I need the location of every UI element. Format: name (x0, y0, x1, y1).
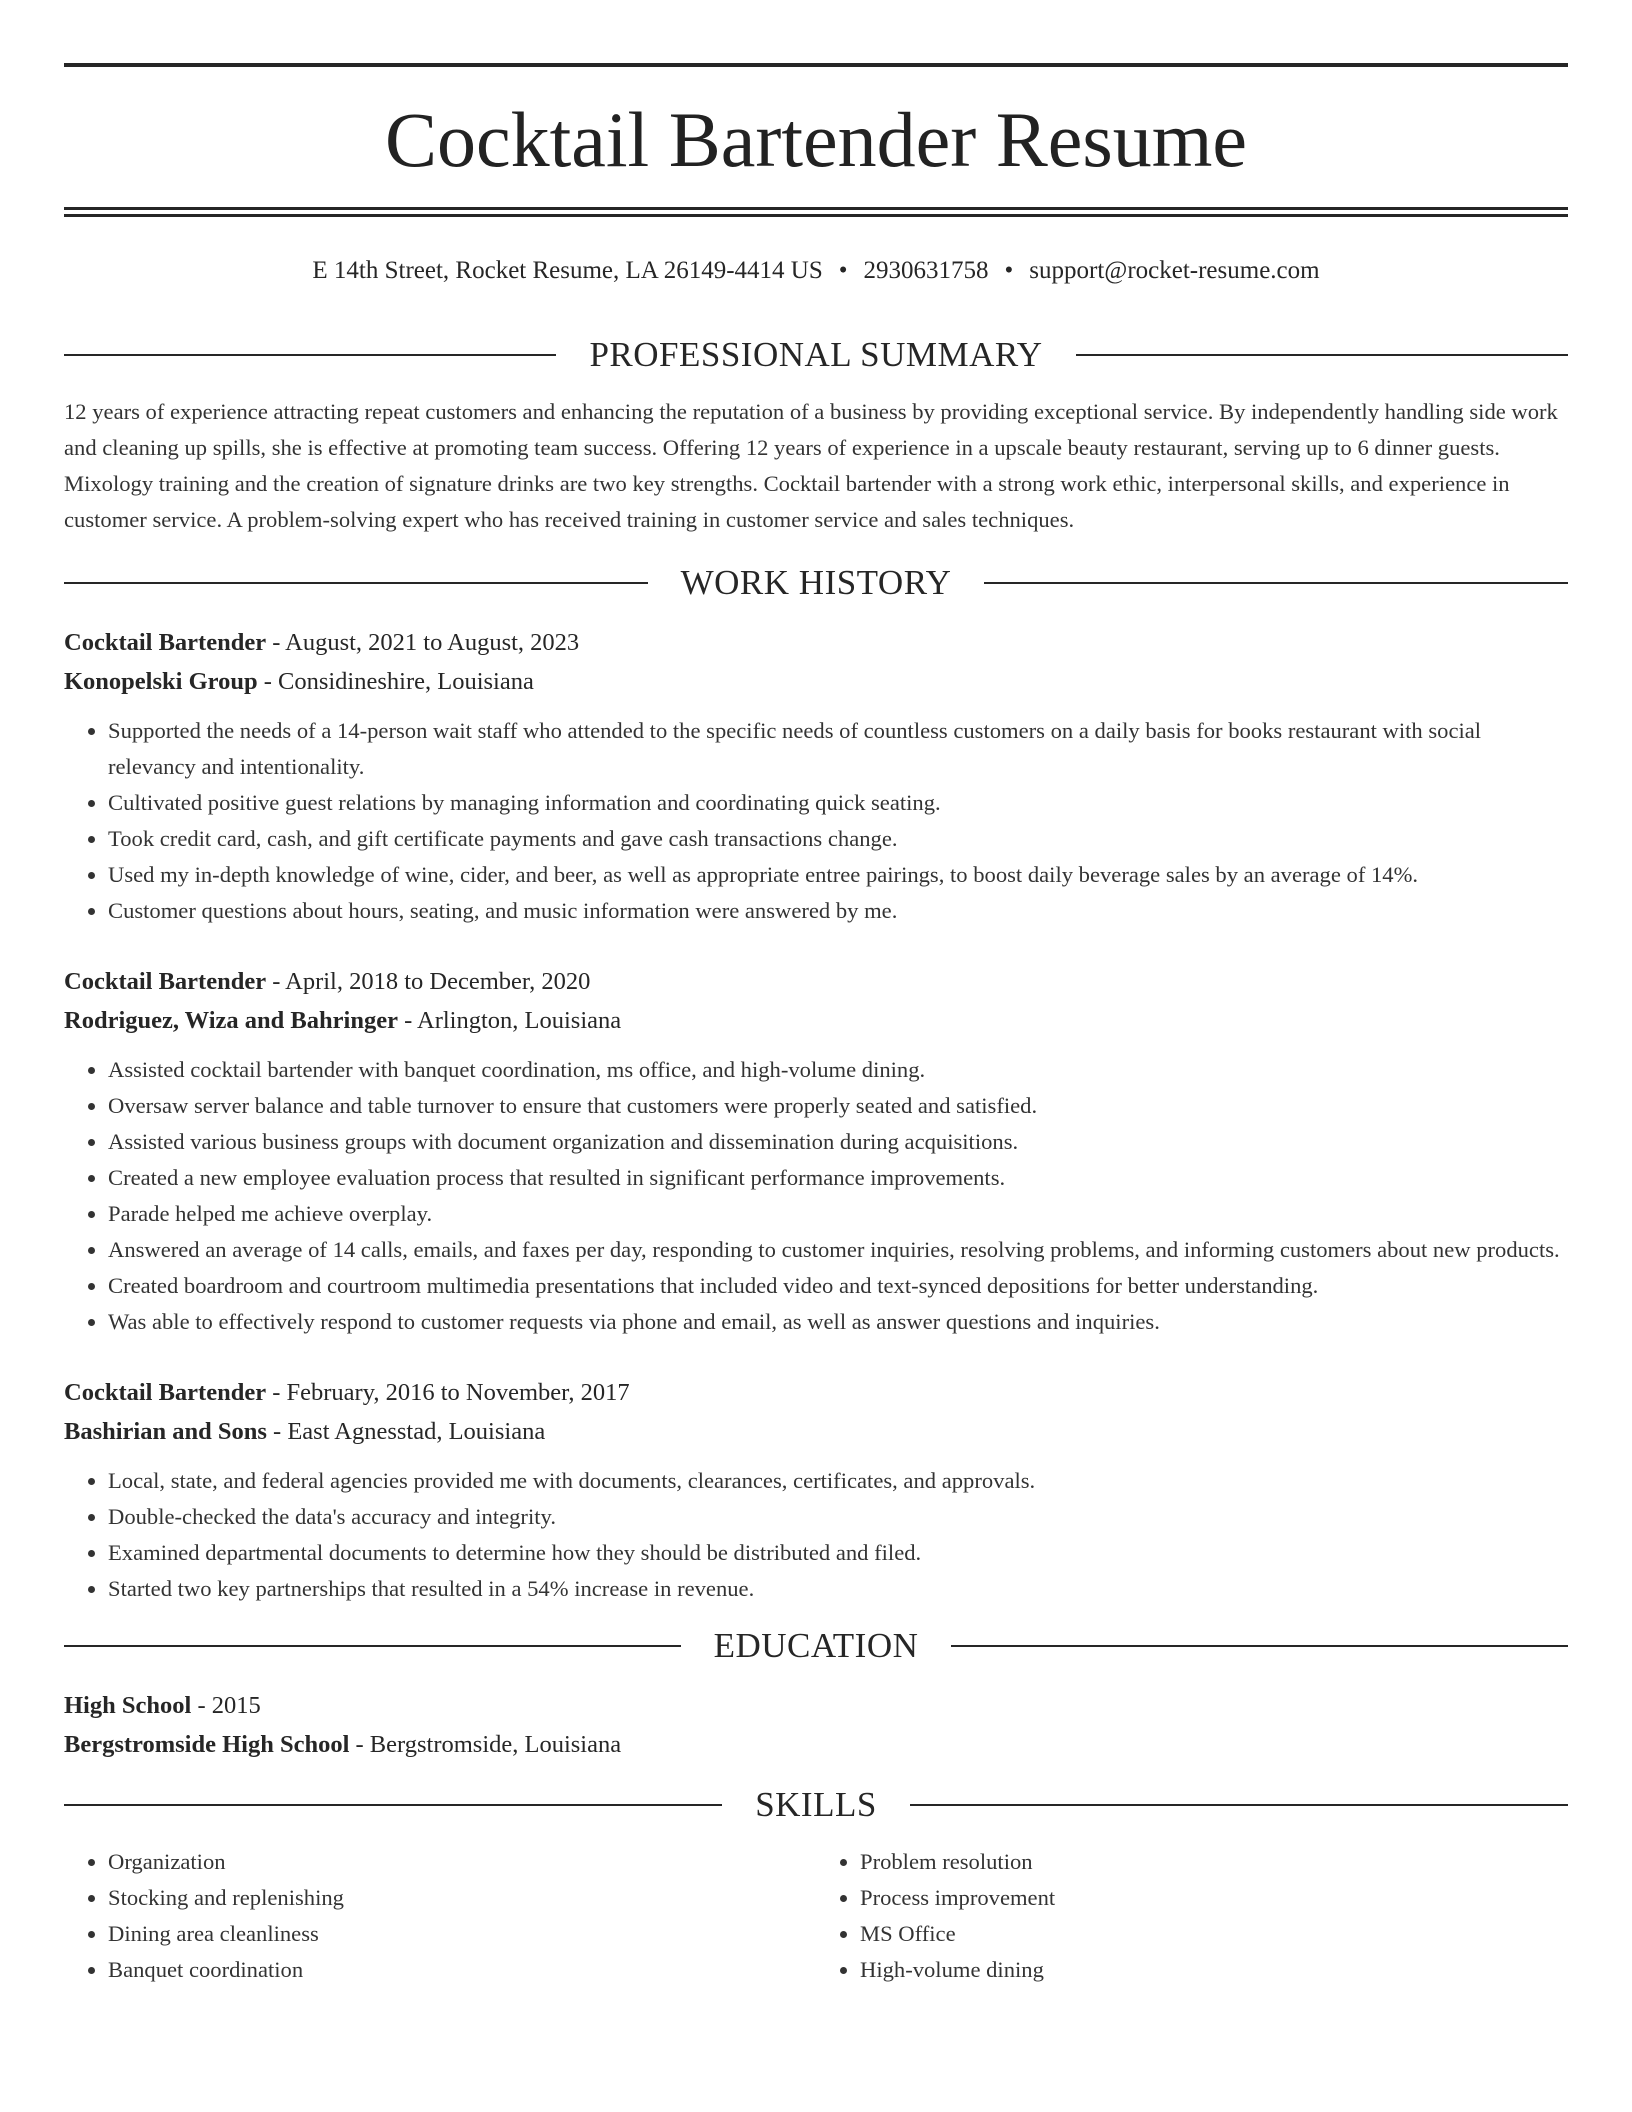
skill-item: • Process improvement (860, 1880, 1568, 1916)
education-entry (64, 1687, 1568, 1764)
job-bullet: • Was able to effectively respond to customer requests via phone and email, as well as answer questions and inquiries. (108, 1304, 1568, 1340)
section-title: WORK HISTORY (680, 563, 952, 602)
job-title: Cocktail Bartender (64, 968, 267, 995)
heading-rule (64, 582, 648, 584)
job-title: Cocktail Bartender (64, 1379, 267, 1406)
section-title: SKILLS (755, 1785, 877, 1824)
education-year: - 2015 (191, 1692, 261, 1719)
education-degree-line (64, 1687, 1568, 1726)
job-bullet: • Used my in-depth knowledge of wine, cider, and beer, as well as appropriate entree pairings, to boost daily beverage sales by an average of 14%. (108, 857, 1568, 893)
education-school-line (64, 1726, 1568, 1765)
section-heading-work-history (64, 558, 1568, 608)
job-entry (64, 624, 1568, 929)
heading-rule (951, 1645, 1568, 1647)
job-title-line (64, 963, 1568, 1002)
job-bullet: • Parade helped me achieve overplay. (108, 1196, 1568, 1232)
skills-list (64, 1844, 1568, 1988)
job-bullet: • Customer questions about hours, seating, and music information were answered by me. (108, 893, 1568, 929)
job-bullet: • Created a new employee evaluation process that resulted in significant performance improvements. (108, 1160, 1568, 1196)
summary-text: 12 years of experience attracting repeat customers and enhancing the reputation of a business by providing exceptional service. By independently handling side work and cleaning up spills, she is effective at promoting team success. Offering 12 years of experience in a upscale beauty restaurant, serving up to 6 dinner guests. Mixology training and the creation of signature drinks are two key strengths. Cocktail bartender with a strong work ethic, interpersonal skills, and experience in customer service. A problem-solving expert who has received training in customer service and sales techniques. (64, 399, 1558, 532)
job-bullet: • Answered an average of 14 calls, emails, and faxes per day, responding to customer inquiries, resolving problems, and informing customers about new products. (108, 1232, 1568, 1268)
top-rule (64, 63, 1568, 67)
job-location: - Arlington, Louisiana (397, 1006, 622, 1034)
job-bullet: • Assisted various business groups with document organization and dissemination during acquisitions. (108, 1124, 1568, 1160)
job-company-line (64, 663, 1568, 702)
job-title: Cocktail Bartender (64, 629, 267, 656)
job-company: Konopelski Group (64, 667, 258, 695)
job-company-line (64, 1002, 1568, 1041)
job-company: Bashirian and Sons (64, 1417, 267, 1445)
education-degree: High School (64, 1692, 192, 1719)
contact-address: E 14th Street, Rocket Resume, LA 26149-4414 US (312, 257, 823, 284)
section-heading-education (64, 1621, 1568, 1671)
job-company: Rodriguez, Wiza and Bahringer (64, 1006, 398, 1034)
job-bullet: • Local, state, and federal agencies provided me with documents, clearances, certificates, and approvals. (108, 1463, 1568, 1499)
contact-email[interactable]: support@rocket-resume.com (1029, 257, 1320, 284)
job-dates: - April, 2018 to December, 2020 (266, 968, 591, 995)
skill-item: • High-volume dining (860, 1952, 1568, 1988)
education-school: Bergstromside High School (64, 1730, 350, 1758)
title-double-rule (64, 207, 1568, 217)
job-bullets (64, 1463, 1568, 1607)
skills-column-right (816, 1844, 1568, 1988)
job-bullet: • Assisted cocktail bartender with banquet coordination, ms office, and high-volume dining. (108, 1052, 1568, 1088)
job-bullet: • Oversaw server balance and table turnover to ensure that customers were properly seated and satisfied. (108, 1088, 1568, 1124)
job-title-line (64, 1374, 1568, 1413)
job-location: - East Agnesstad, Louisiana (266, 1417, 546, 1445)
contact-separator: • (1004, 257, 1014, 284)
heading-rule (910, 1804, 1568, 1806)
heading-rule (64, 354, 556, 356)
job-bullet: • Created boardroom and courtroom multimedia presentations that included video and text-synced depositions for better understanding. (108, 1268, 1568, 1304)
job-bullets (64, 1052, 1568, 1340)
skill-item: • Dining area cleanliness (108, 1916, 816, 1952)
job-bullets (64, 713, 1568, 929)
resume-content (64, 330, 1568, 1988)
job-title-line (64, 624, 1568, 663)
contact-line (64, 254, 1568, 288)
job-bullet: • Examined departmental documents to determine how they should be distributed and filed. (108, 1535, 1568, 1571)
skill-item: • Stocking and replenishing (108, 1880, 816, 1916)
job-bullet: • Double-checked the data's accuracy and integrity. (108, 1499, 1568, 1535)
contact-phone[interactable]: 2930631758 (863, 257, 989, 284)
skills-column-left (64, 1844, 816, 1988)
resume-title: Cocktail Bartender Resume (384, 96, 1248, 183)
skill-item: • Banquet coordination (108, 1952, 816, 1988)
job-bullet: • Started two key partnerships that resulted in a 54% increase in revenue. (108, 1571, 1568, 1607)
job-bullet: • Supported the needs of a 14-person wait staff who attended to the specific needs of countless customers on a daily basis for books restaurant with social relevancy and intentionality. (108, 713, 1568, 785)
job-bullet: • Cultivated positive guest relations by managing information and coordinating quick seating. (108, 785, 1568, 821)
job-entry (64, 1374, 1568, 1607)
heading-rule (1076, 354, 1568, 356)
skill-item: • Organization (108, 1844, 816, 1880)
education-location: - Bergstromside, Louisiana (349, 1730, 622, 1758)
job-bullet: • Took credit card, cash, and gift certificate payments and gave cash transactions change. (108, 821, 1568, 857)
heading-rule (64, 1804, 722, 1806)
contact-separator: • (838, 257, 848, 284)
job-dates: - February, 2016 to November, 2017 (266, 1379, 630, 1406)
skill-item: • Problem resolution (860, 1844, 1568, 1880)
job-dates: - August, 2021 to August, 2023 (266, 629, 580, 656)
job-location: - Considineshire, Louisiana (257, 667, 534, 695)
job-company-line (64, 1413, 1568, 1452)
heading-rule (64, 1645, 681, 1647)
section-heading-summary (64, 330, 1568, 380)
section-heading-skills (64, 1780, 1568, 1830)
section-title: EDUCATION (713, 1626, 919, 1665)
heading-rule (984, 582, 1568, 584)
section-title: PROFESSIONAL SUMMARY (589, 335, 1043, 374)
job-entry (64, 963, 1568, 1340)
skill-item: • MS Office (860, 1916, 1568, 1952)
